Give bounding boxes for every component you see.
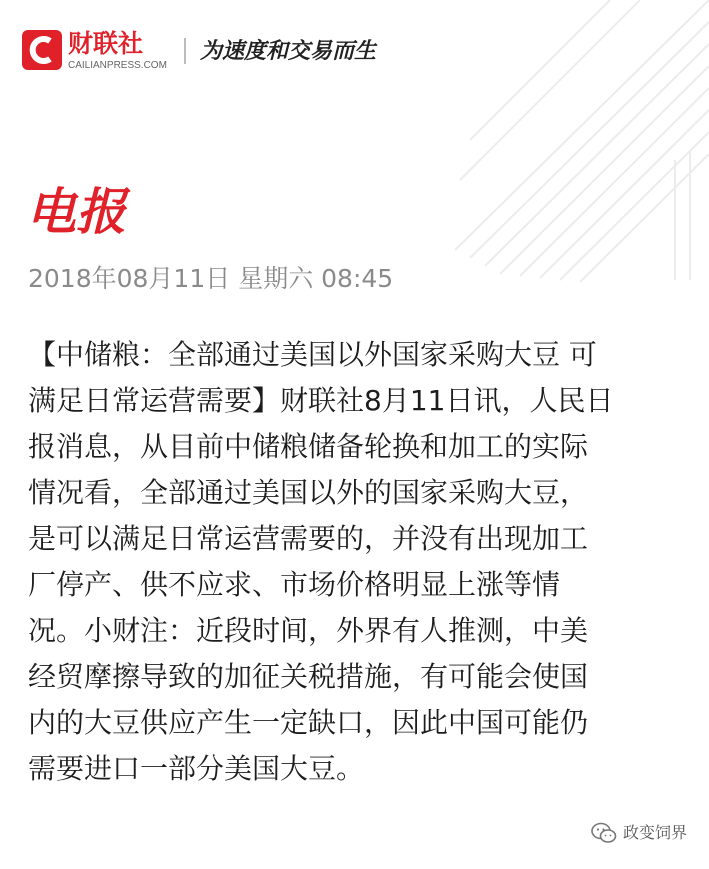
publish-dateline: 2018年08月11日 星期六 08:45 <box>28 264 394 293</box>
brand-slogan: 为速度和交易而生 <box>200 38 377 64</box>
article-line: 情况看，全部通过美国以外的国家采购大豆， <box>28 476 589 509</box>
article-line: 经贸摩擦导致的加征关税措施，有可能会使国 <box>28 660 589 693</box>
article-line: 厂停产、供不应求、市场价格明显上涨等情 <box>28 568 561 601</box>
article-body <box>28 332 678 792</box>
section-title: 电报 <box>26 183 126 241</box>
brand-name: 财联社 <box>68 29 144 58</box>
brand-header <box>22 30 682 76</box>
brand-domain: CAILIANPRESS.COM <box>68 60 167 71</box>
header-divider <box>184 38 186 64</box>
article-line: 【中储粮：全部通过美国以外国家采购大豆 可 <box>28 338 597 371</box>
article-line: 需要进口一部分美国大豆。 <box>28 752 365 785</box>
article-line: 满足日常运营需要】财联社8月11日讯，人民日 <box>28 384 614 417</box>
wechat-icon <box>591 822 617 844</box>
article-line: 报消息，从目前中储粮储备轮换和加工的实际 <box>28 430 589 463</box>
cailian-logo-icon <box>22 30 62 70</box>
watermark-text: 政变饲界 <box>622 823 687 842</box>
article-line: 内的大豆供应产生一定缺口，因此中国可能仍 <box>28 706 589 739</box>
article-line: 是可以满足日常运营需要的，并没有出现加工 <box>28 522 589 555</box>
wechat-watermark <box>591 821 687 845</box>
article-line: 况。小财注：近段时间，外界有人推测，中美 <box>28 614 589 647</box>
